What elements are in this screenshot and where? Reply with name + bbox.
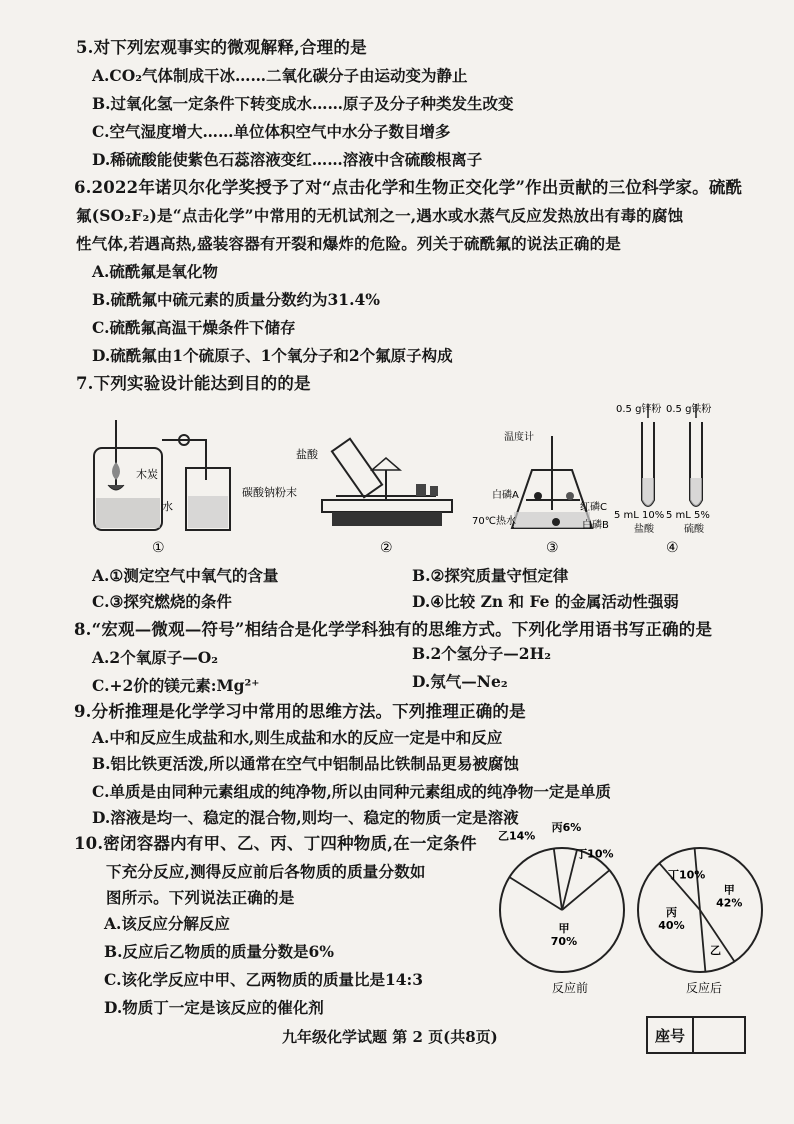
q7-option-a: A.①测定空气中氧气的含量 (92, 566, 279, 585)
white-phosphorus-a (534, 492, 542, 500)
label-fe-powder: 0.5 g铁粉 (666, 404, 712, 415)
label-figure-2: ② (380, 540, 393, 556)
white-phosphorus-b (552, 518, 560, 526)
q8-option-d: D.氖气—Ne₂ (412, 672, 508, 691)
beaker-water (188, 496, 228, 528)
q9-stem: 9.分析推理是化学学习中常用的思维方法。下列推理正确的是 (74, 702, 526, 721)
q5-option-c: C.空气湿度增大……单位体积空气中水分子数目增多 (92, 122, 451, 141)
apparatus-1-air-oxygen (94, 420, 230, 556)
pie-slice-label-甲: 甲 42% (716, 883, 743, 910)
weight-1 (416, 484, 426, 496)
q10-option-c: C.该化学反应中甲、乙两物质的质量比是14:3 (104, 970, 424, 989)
q7-stem: 7.下列实验设计能达到目的的是 (76, 374, 311, 393)
charcoal-flame (112, 462, 120, 480)
apparatus-3-combustion (472, 430, 609, 556)
pie-slice-label-丁: 丁10% (576, 847, 614, 861)
pie-slice-label-乙: 乙14% (497, 829, 536, 843)
q9-option-a: A.中和反应生成盐和水,则生成盐和水的反应一定是中和反应 (92, 728, 503, 747)
label-na2co3: 碳酸钠粉末 (242, 486, 297, 499)
q9-option-c: C.单质是由同种元素组成的纯净物,所以由同种元素组成的纯净物一定是单质 (92, 782, 611, 801)
label-zn-powder: 0.5 g锌粉 (616, 404, 662, 415)
q8-stem: 8.“宏观—微观—符号”相结合是化学学科独有的思维方式。下列化学用语书写正确的是 (74, 620, 713, 639)
apparatus-2-balance (242, 439, 452, 556)
pie-slice-label-乙: 乙 (709, 943, 721, 957)
q10-option-a: A.该反应分解反应 (104, 914, 230, 933)
q5-option-d: D.稀硫酸能使紫色石蕊溶液变红……溶液中含硫酸根离子 (92, 150, 483, 169)
q6-stem-line-3: 性气体,若遇高热,盛装容器有开裂和爆炸的危险。列关于硫酰氟的说法正确的是 (76, 234, 621, 253)
jar-water (96, 498, 160, 528)
label-white-p-a: 白磷A (492, 490, 519, 501)
label-tube1-acid: 盐酸 (634, 524, 654, 535)
weight-2 (430, 486, 438, 496)
label-tube1-conc: 5 mL 10% (614, 510, 665, 521)
seat-label: 座号 (648, 1018, 694, 1052)
pie-slice-boundary-甲 (562, 870, 609, 910)
q5-stem: 5.对下列宏观事实的微观解释,合理的是 (76, 38, 367, 57)
q6-stem-line-2: 氟(SO₂F₂)是“点击化学”中常用的无机试剂之一,遇水或水蒸气反应发热放出有毒的腐蚀 (76, 206, 684, 225)
label-hot-water: 70℃热水 (472, 516, 516, 527)
label-red-p-c: 红磷C (580, 502, 607, 513)
seat-number-box (646, 1016, 746, 1054)
q10-stem-line-3: 图所示。下列说法正确的是 (106, 888, 295, 907)
q6-option-a: A.硫酰氟是氧化物 (92, 262, 218, 281)
pie-chart-after (638, 848, 762, 972)
q7-apparatus-figure (86, 400, 712, 560)
q5-option-b: B.过氧化氢一定条件下转变成水……原子及分子种类发生改变 (92, 94, 514, 113)
red-phosphorus-c (566, 492, 574, 500)
pie-slice-label-丙: 丙 40% (658, 906, 685, 933)
label-water: 水 (162, 500, 173, 513)
balance-foot (332, 512, 442, 526)
q10-stem-line-1: 10.密闭容器内有甲、乙、丙、丁四种物质,在一定条件 (74, 834, 477, 853)
q8-option-c: C.+2价的镁元素:Mg²⁺ (92, 676, 260, 695)
pie-slice-label-甲: 甲 70% (550, 921, 578, 948)
label-figure-3: ③ (546, 540, 559, 556)
combustion-spoon (108, 485, 124, 490)
q9-option-b: B.铝比铁更活泼,所以通常在空气中铝制品比铁制品更易被腐蚀 (92, 754, 519, 773)
tube-fe-liquid (690, 478, 702, 506)
page-footer: 九年级化学试题 第 2 页(共8页) (282, 1028, 498, 1046)
label-figure-1: ① (152, 540, 165, 556)
pie-slice-boundary-丙 (700, 910, 705, 972)
label-tube2-acid: 硫酸 (684, 524, 704, 535)
pie-slice-label-丙: 丙6% (551, 820, 582, 834)
seat-number-field[interactable] (694, 1018, 744, 1052)
balance-pointer (372, 458, 400, 470)
q10-option-b: B.反应后乙物质的质量分数是6% (104, 942, 335, 961)
q10-pie-charts (490, 820, 780, 1000)
tube-zn-liquid (642, 478, 654, 506)
q6-stem-line-1: 6.2022年诺贝尔化学奖授予了对“点击化学和生物正交化学”作出贡献的三位科学家。硫酰 (74, 178, 743, 197)
q7-option-b: B.②探究质量守恒定律 (412, 566, 569, 585)
q8-option-b: B.2个氢分子—2H₂ (412, 644, 552, 663)
pie-after-title: 反应后 (686, 981, 723, 995)
label-tube2-conc: 5 mL 5% (666, 510, 710, 521)
pie-slice-label-丁: 丁10% (668, 868, 706, 882)
label-white-p-b: 白磷B (582, 520, 609, 531)
pie-slice-boundary-乙 (509, 877, 562, 910)
pie-slice-boundary-丙 (554, 849, 562, 910)
q6-option-b: B.硫酰氟中硫元素的质量分数约为31.4% (92, 290, 380, 309)
hot-water (514, 512, 590, 528)
balance-base (322, 500, 452, 512)
q10-option-d: D.物质丁一定是该反应的催化剂 (104, 998, 324, 1017)
q7-option-c: C.③探究燃烧的条件 (92, 592, 232, 611)
label-thermometer: 温度计 (504, 432, 534, 443)
pie-slice-boundary-丁 (562, 850, 577, 910)
label-hcl: 盐酸 (296, 448, 318, 461)
q8-option-a: A.2个氧原子—O₂ (92, 648, 218, 667)
q6-option-c: C.硫酰氟高温干燥条件下储存 (92, 318, 296, 337)
q7-option-d: D.④比较 Zn 和 Fe 的金属活动性强弱 (412, 592, 679, 611)
q10-stem-line-2: 下充分反应,测得反应前后各物质的质量分数如 (106, 862, 426, 881)
label-charcoal: 木炭 (136, 468, 158, 481)
q5-option-a: A.CO₂气体制成干冰……二氧化碳分子由运动变为静止 (92, 66, 468, 85)
q6-option-d: D.硫酰氟由1个硫原子、1个氧分子和2个氟原子构成 (92, 346, 453, 365)
pie-chart-before (498, 820, 624, 972)
apparatus-4-test-tubes (614, 402, 711, 556)
pie-before-title: 反应前 (552, 981, 589, 995)
label-figure-4: ④ (666, 540, 679, 556)
q9-option-d: D.溶液是均一、稳定的混合物,则均一、稳定的物质一定是溶液 (92, 808, 519, 827)
